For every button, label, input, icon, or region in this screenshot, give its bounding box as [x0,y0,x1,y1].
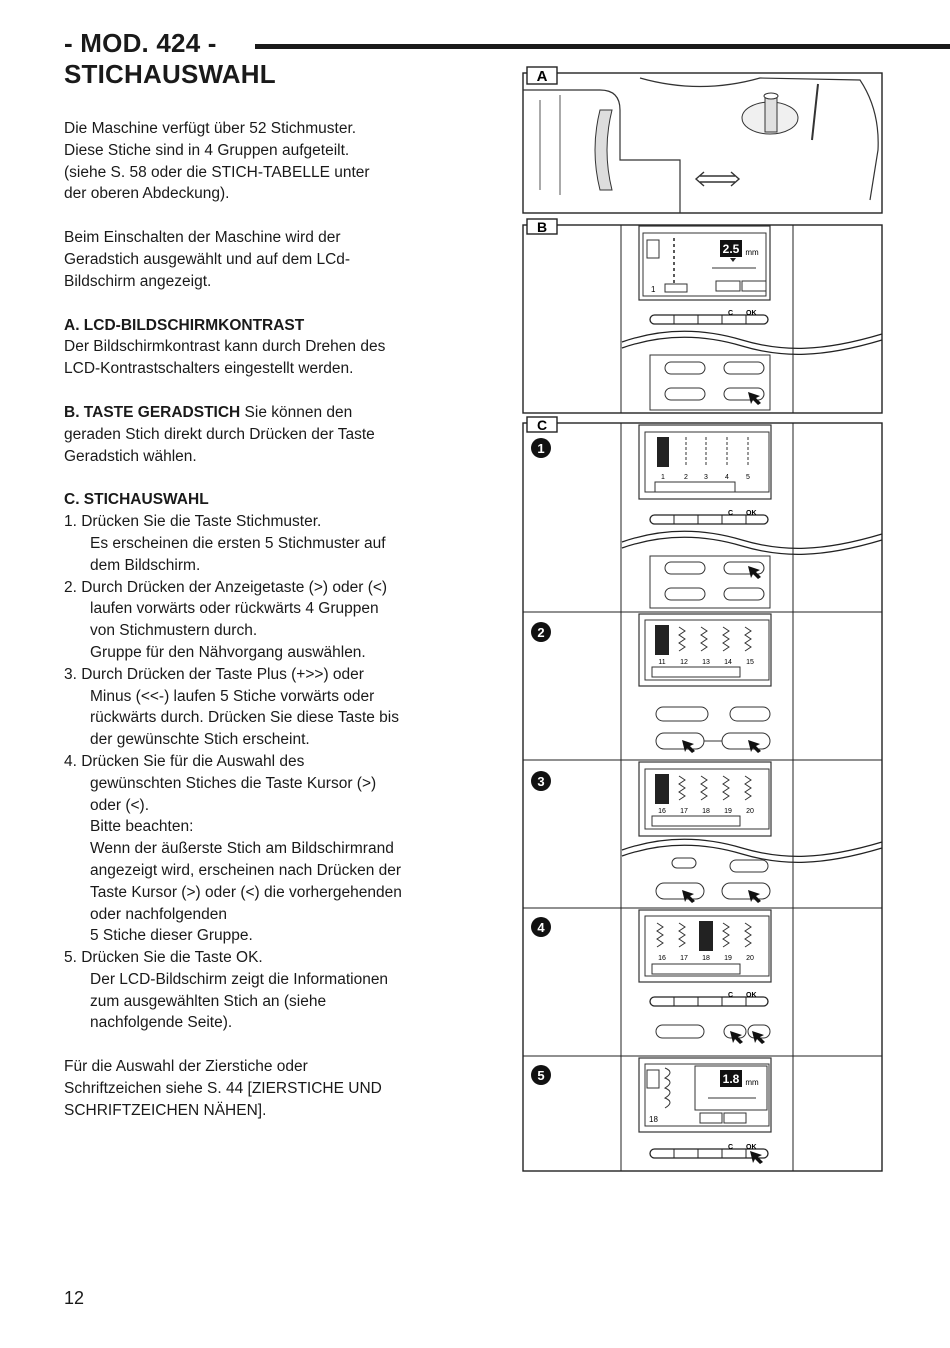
section-b-line: Geradstich wählen. [64,447,197,465]
step5-unit: mm [745,1078,759,1087]
intro-line: Diese Stiche sind in 4 Gruppen aufgeteilt. [64,141,350,159]
step3-num: 20 [746,808,754,815]
closing-line: SCHRIFTZEICHEN NÄHEN]. [64,1101,267,1119]
section-c-line: gewünschten Stiches die Taste Kursor (>) [90,774,377,792]
title-line-1: - MOD. 424 - [64,28,217,58]
section-c-heading: C. STICHAUSWAHL [64,491,209,509]
svg-text:C: C [728,1144,734,1151]
section-c-line: dem Bildschirm. [90,556,201,574]
step5-num: 18 [649,1115,658,1124]
intro-line: der oberen Abdeckung). [64,185,230,203]
step3-num: 19 [724,808,732,815]
page-number: 12 [64,1288,85,1308]
intro-line: (siehe S. 58 oder die STICH-TABELLE unter [64,163,370,181]
step2-num: 15 [746,659,754,666]
b-screen-unit: mm [745,248,759,257]
section-c-line: Gruppe für den Nähvorgang auswählen. [90,643,366,661]
panel-b [523,219,882,413]
svg-text:OK: OK [746,992,757,999]
svg-text:1: 1 [537,441,545,456]
step4-num: 17 [680,955,688,962]
step2-num: 14 [724,659,732,666]
section-c-line: angezeigt wird, erscheinen nach Drücken der [90,861,402,879]
step1-num: 1 [661,474,665,481]
section-b-heading: B. TASTE GERADSTICH [64,403,241,421]
section-c-line: Wenn der äußerste Stich am Bildschirmrand [90,840,394,858]
step4-num: 20 [746,955,754,962]
b-key-ok: OK [746,310,757,317]
section-c-line: zum ausgewählten Stich an (siehe [90,992,327,1010]
title-line-2: STICHAUSWAHL [64,59,276,89]
section-c-line: von Stichmustern durch. [90,622,258,640]
section-b-line: geraden Stich direkt durch Drücken der Taste [64,425,375,443]
step4-num: 16 [658,955,666,962]
section-c-line: Es erscheinen die ersten 5 Stichmuster auf [90,534,386,552]
step4-num: 18 [702,955,710,962]
section-c-line: Minus (<<-) laufen 5 Stiche vorwärts oder [90,687,375,705]
section-a-line: LCD-Kontrastschalters eingestellt werden. [64,360,354,378]
section-c-line: oder (<). [90,796,150,814]
startup-line: Bildschirm angezeigt. [64,272,212,290]
step1-num: 4 [725,474,729,481]
closing-line: Für die Auswahl der Zierstiche oder [64,1058,308,1076]
step5-value: 1.8 [722,1072,740,1086]
step3-num: 17 [680,808,688,815]
svg-text:OK: OK [746,1144,757,1151]
step1-num: 3 [704,474,708,481]
step4-num: 19 [724,955,732,962]
svg-text:2: 2 [537,625,545,640]
step-badge-1 [531,438,551,458]
section-c-line: Taste Kursor (>) oder (<) die vorhergehenden [90,883,402,901]
panel-a [523,67,882,213]
section-c-line: oder nachfolgenden [90,905,228,923]
svg-text:OK: OK [746,510,757,517]
svg-text:5: 5 [537,1068,545,1083]
step3-num: 18 [702,808,710,815]
section-c-line: der gewünschte Stich erscheint. [90,731,310,749]
label-b: B [536,219,548,235]
b-key-c: C [728,310,734,317]
svg-text:3: 3 [537,774,545,789]
step-badge-4 [531,917,551,937]
intro-line: Die Maschine verfügt über 52 Stichmuster. [64,120,357,137]
section-b-lead: Sie können den [240,403,353,421]
svg-text:C: C [728,510,734,517]
section-c-line: nachfolgende Seite). [90,1014,233,1032]
section-c-line: 4. Drücken Sie für die Auswahl des [64,752,305,770]
step3-num: 16 [658,808,666,815]
svg-text:4: 4 [537,920,545,935]
section-c-line: 5 Stiche dieser Gruppe. [90,927,253,945]
section-a-heading: A. LCD-BILDSCHIRMKONTRAST [64,316,305,334]
step-badge-2 [531,622,551,642]
section-c-line: laufen vorwärts oder rückwärts 4 Gruppen [90,600,379,618]
startup-line: Geradstich ausgewählt und auf dem LCd- [64,250,351,268]
section-c-line: 1. Drücken Sie die Taste Stichmuster. [64,513,322,531]
section-c-line: Bitte beachten: [90,818,194,836]
closing-line: Schriftzeichen siehe S. 44 [ZIERSTICHE UND [64,1080,382,1098]
step2-num: 13 [702,659,710,666]
step-badge-5 [531,1065,551,1085]
svg-text:C: C [728,992,734,999]
startup-line: Beim Einschalten der Maschine wird der [64,229,341,247]
section-c-line: 3. Durch Drücken der Taste Plus (+>>) oder [64,665,364,683]
section-c-line: 2. Durch Drücken der Anzeigetaste (>) oder (<) [64,578,388,596]
label-a: A [536,68,548,85]
step1-num: 5 [746,474,750,481]
section-a-line: Der Bildschirmkontrast kann durch Drehen des [64,338,386,356]
section-c-line: 5. Drücken Sie die Taste OK. [64,949,263,967]
step2-num: 11 [658,659,666,666]
label-c: C [536,417,548,433]
b-screen-num: 1 [651,285,656,294]
section-c-line: Der LCD-Bildschirm zeigt die Informationen [90,970,389,988]
step2-num: 12 [680,659,688,666]
b-screen-value: 2.5 [722,242,740,256]
step1-num: 2 [684,474,688,481]
section-c-line: rückwärts durch. Drücken Sie diese Taste bis [90,709,399,727]
step-badge-3 [531,771,551,791]
